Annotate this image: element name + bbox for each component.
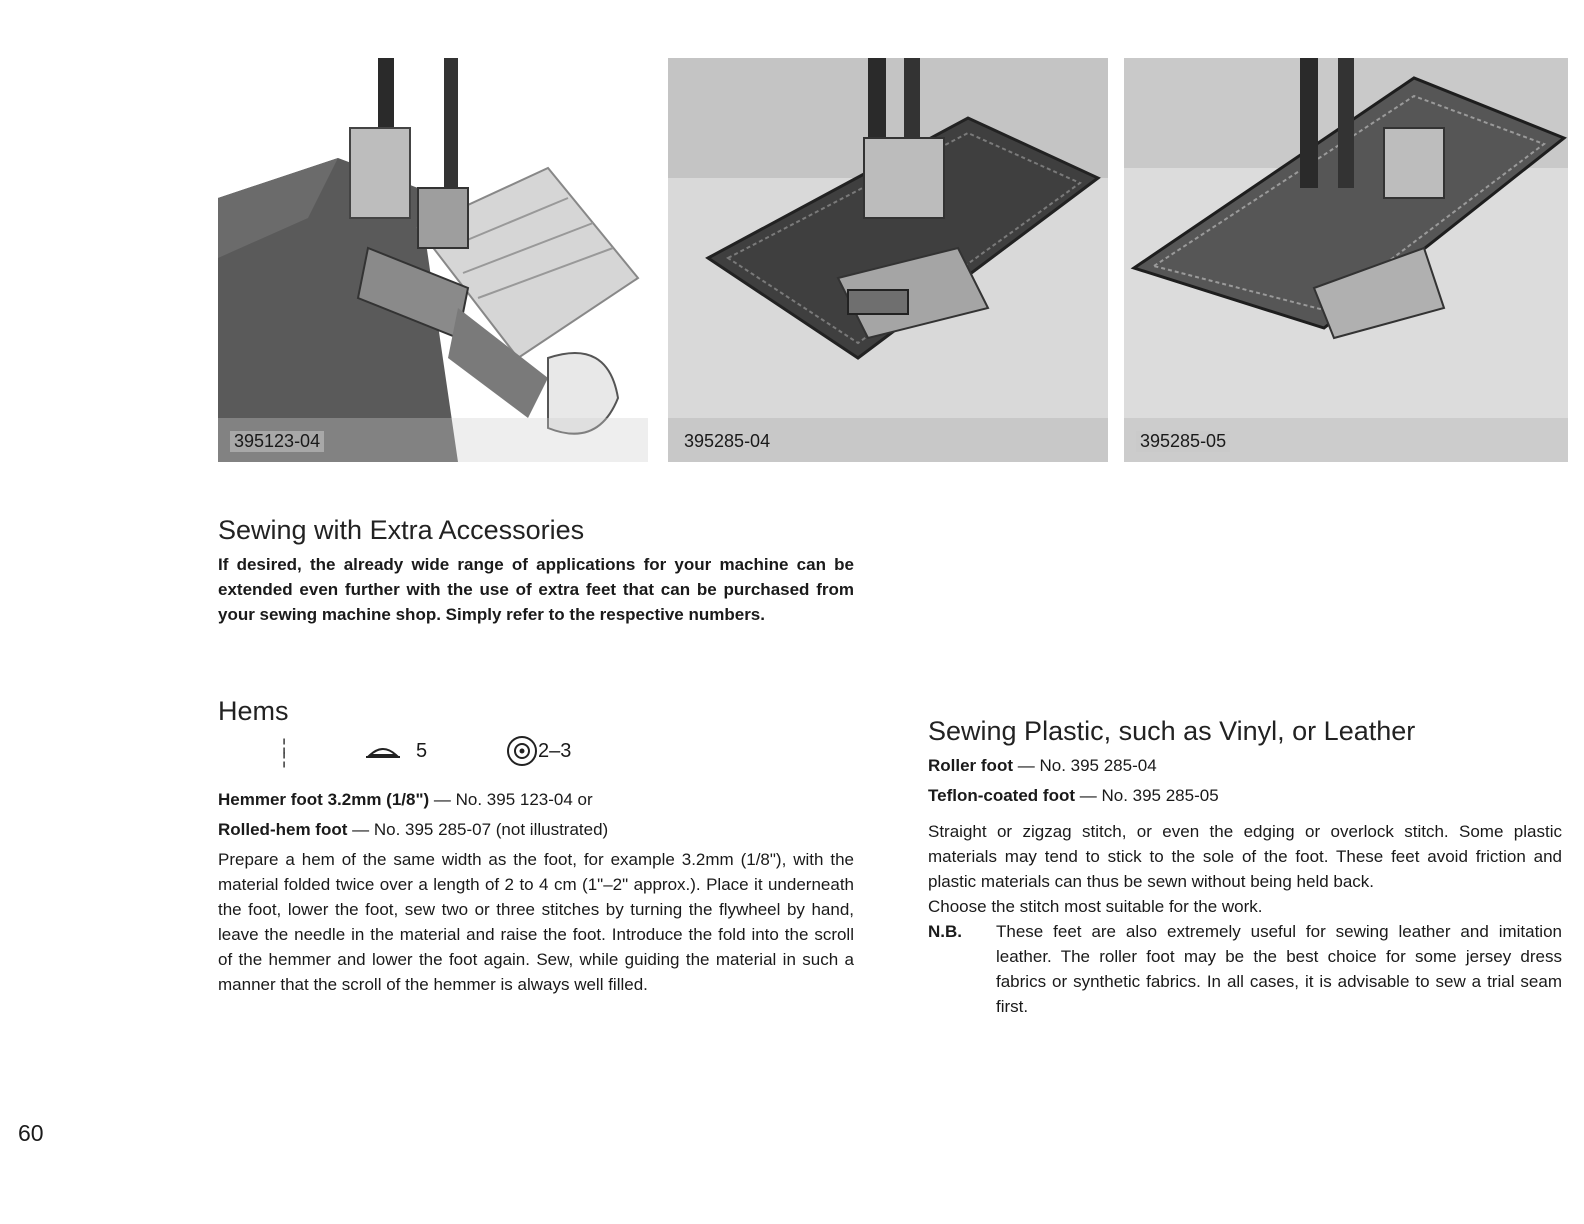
settings-symbols bbox=[218, 727, 854, 779]
photo-hemmer-foot bbox=[218, 58, 648, 462]
hemmer-foot-number: — No. 395 123-04 or bbox=[433, 790, 593, 809]
plastic-title: Sewing Plastic, such as Vinyl, or Leather bbox=[928, 716, 1416, 746]
hemmer-foot-illustration bbox=[218, 58, 648, 462]
hemmer-foot-label: Hemmer foot 3.2mm (1/8") bbox=[218, 790, 430, 809]
stitch-length-marker: ¦ ¦ bbox=[282, 737, 287, 768]
rolled-hem-foot-label: Rolled-hem foot bbox=[218, 820, 348, 839]
roller-foot-number: — No. 395 285-04 bbox=[1017, 756, 1157, 775]
nb-label: N.B. bbox=[928, 922, 962, 941]
tension-value: 2–3 bbox=[538, 740, 572, 762]
teflon-foot-label: Teflon-coated foot bbox=[928, 786, 1075, 805]
plastic-text: Straight or zigzag stitch, or even the edging or overlock stitch. Some plastic materials may tend to stick to the sole of the foot. These feet avoid friction and plastic materials can thus be sewn without being held back. bbox=[928, 822, 1562, 891]
roller-foot-spec bbox=[928, 751, 1562, 781]
teflon-foot-illustration bbox=[1124, 58, 1568, 462]
photo-code-3: 395285-05 bbox=[1136, 431, 1230, 452]
hems-text: Prepare a hem of the same width as the foot, for example 3.2mm (1/8"), with the material folded twice over a length of 2 to 4 cm (1"–2" approx.). Place it underneath the foot, lower the foot, sew two or three stitches by turning the flywheel by hand, leave the needle in the material and raise the foot. Introduce the fold into the scroll of the hemmer and lower the foot again. Sew, while guiding the material in such a manner that the scroll of the hemmer is always well filled. bbox=[218, 850, 854, 994]
intro-section bbox=[218, 515, 854, 627]
photo-code-1: 395123-04 bbox=[230, 431, 324, 452]
presser-foot-icon bbox=[366, 741, 400, 769]
page-number: 60 bbox=[18, 1120, 44, 1146]
roller-foot-label: Roller foot bbox=[928, 756, 1013, 775]
rolled-hem-foot-spec bbox=[218, 815, 854, 845]
intro-title: Sewing with Extra Accessories bbox=[218, 515, 585, 545]
presser-value: 5 bbox=[416, 740, 428, 762]
intro-text: If desired, the already wide range of applications for your machine can be extended even further with the use of extra feet that can be purchased from your sewing machine shop. Simply refer to the respective numbers. bbox=[218, 555, 854, 624]
photo-roller-foot bbox=[668, 58, 1108, 462]
plastic-section bbox=[928, 716, 1562, 1019]
rolled-hem-foot-number: — No. 395 285-07 (not illustrated) bbox=[352, 820, 609, 839]
teflon-foot-number: — No. 395 285-05 bbox=[1079, 786, 1219, 805]
nb-text: These feet are also extremely useful for sewing leather and imitation leather. The roller foot may be the best choice for some jersey dress fabrics or synthetic fabrics. In all cases, it is advisable to sew a trial seam first. bbox=[996, 922, 1562, 1016]
hemmer-foot-spec bbox=[218, 785, 854, 815]
photo-teflon-foot bbox=[1124, 58, 1568, 462]
hems-title: Hems bbox=[218, 696, 289, 726]
tension-dial-icon bbox=[506, 735, 538, 775]
hems-section bbox=[218, 696, 854, 997]
teflon-foot-spec bbox=[928, 781, 1562, 811]
nb-note bbox=[928, 919, 1562, 1019]
roller-foot-illustration bbox=[668, 58, 1108, 462]
plastic-stitch-tip: Choose the stitch most suitable for the work. bbox=[928, 897, 1263, 916]
photo-code-2: 395285-04 bbox=[680, 431, 774, 452]
